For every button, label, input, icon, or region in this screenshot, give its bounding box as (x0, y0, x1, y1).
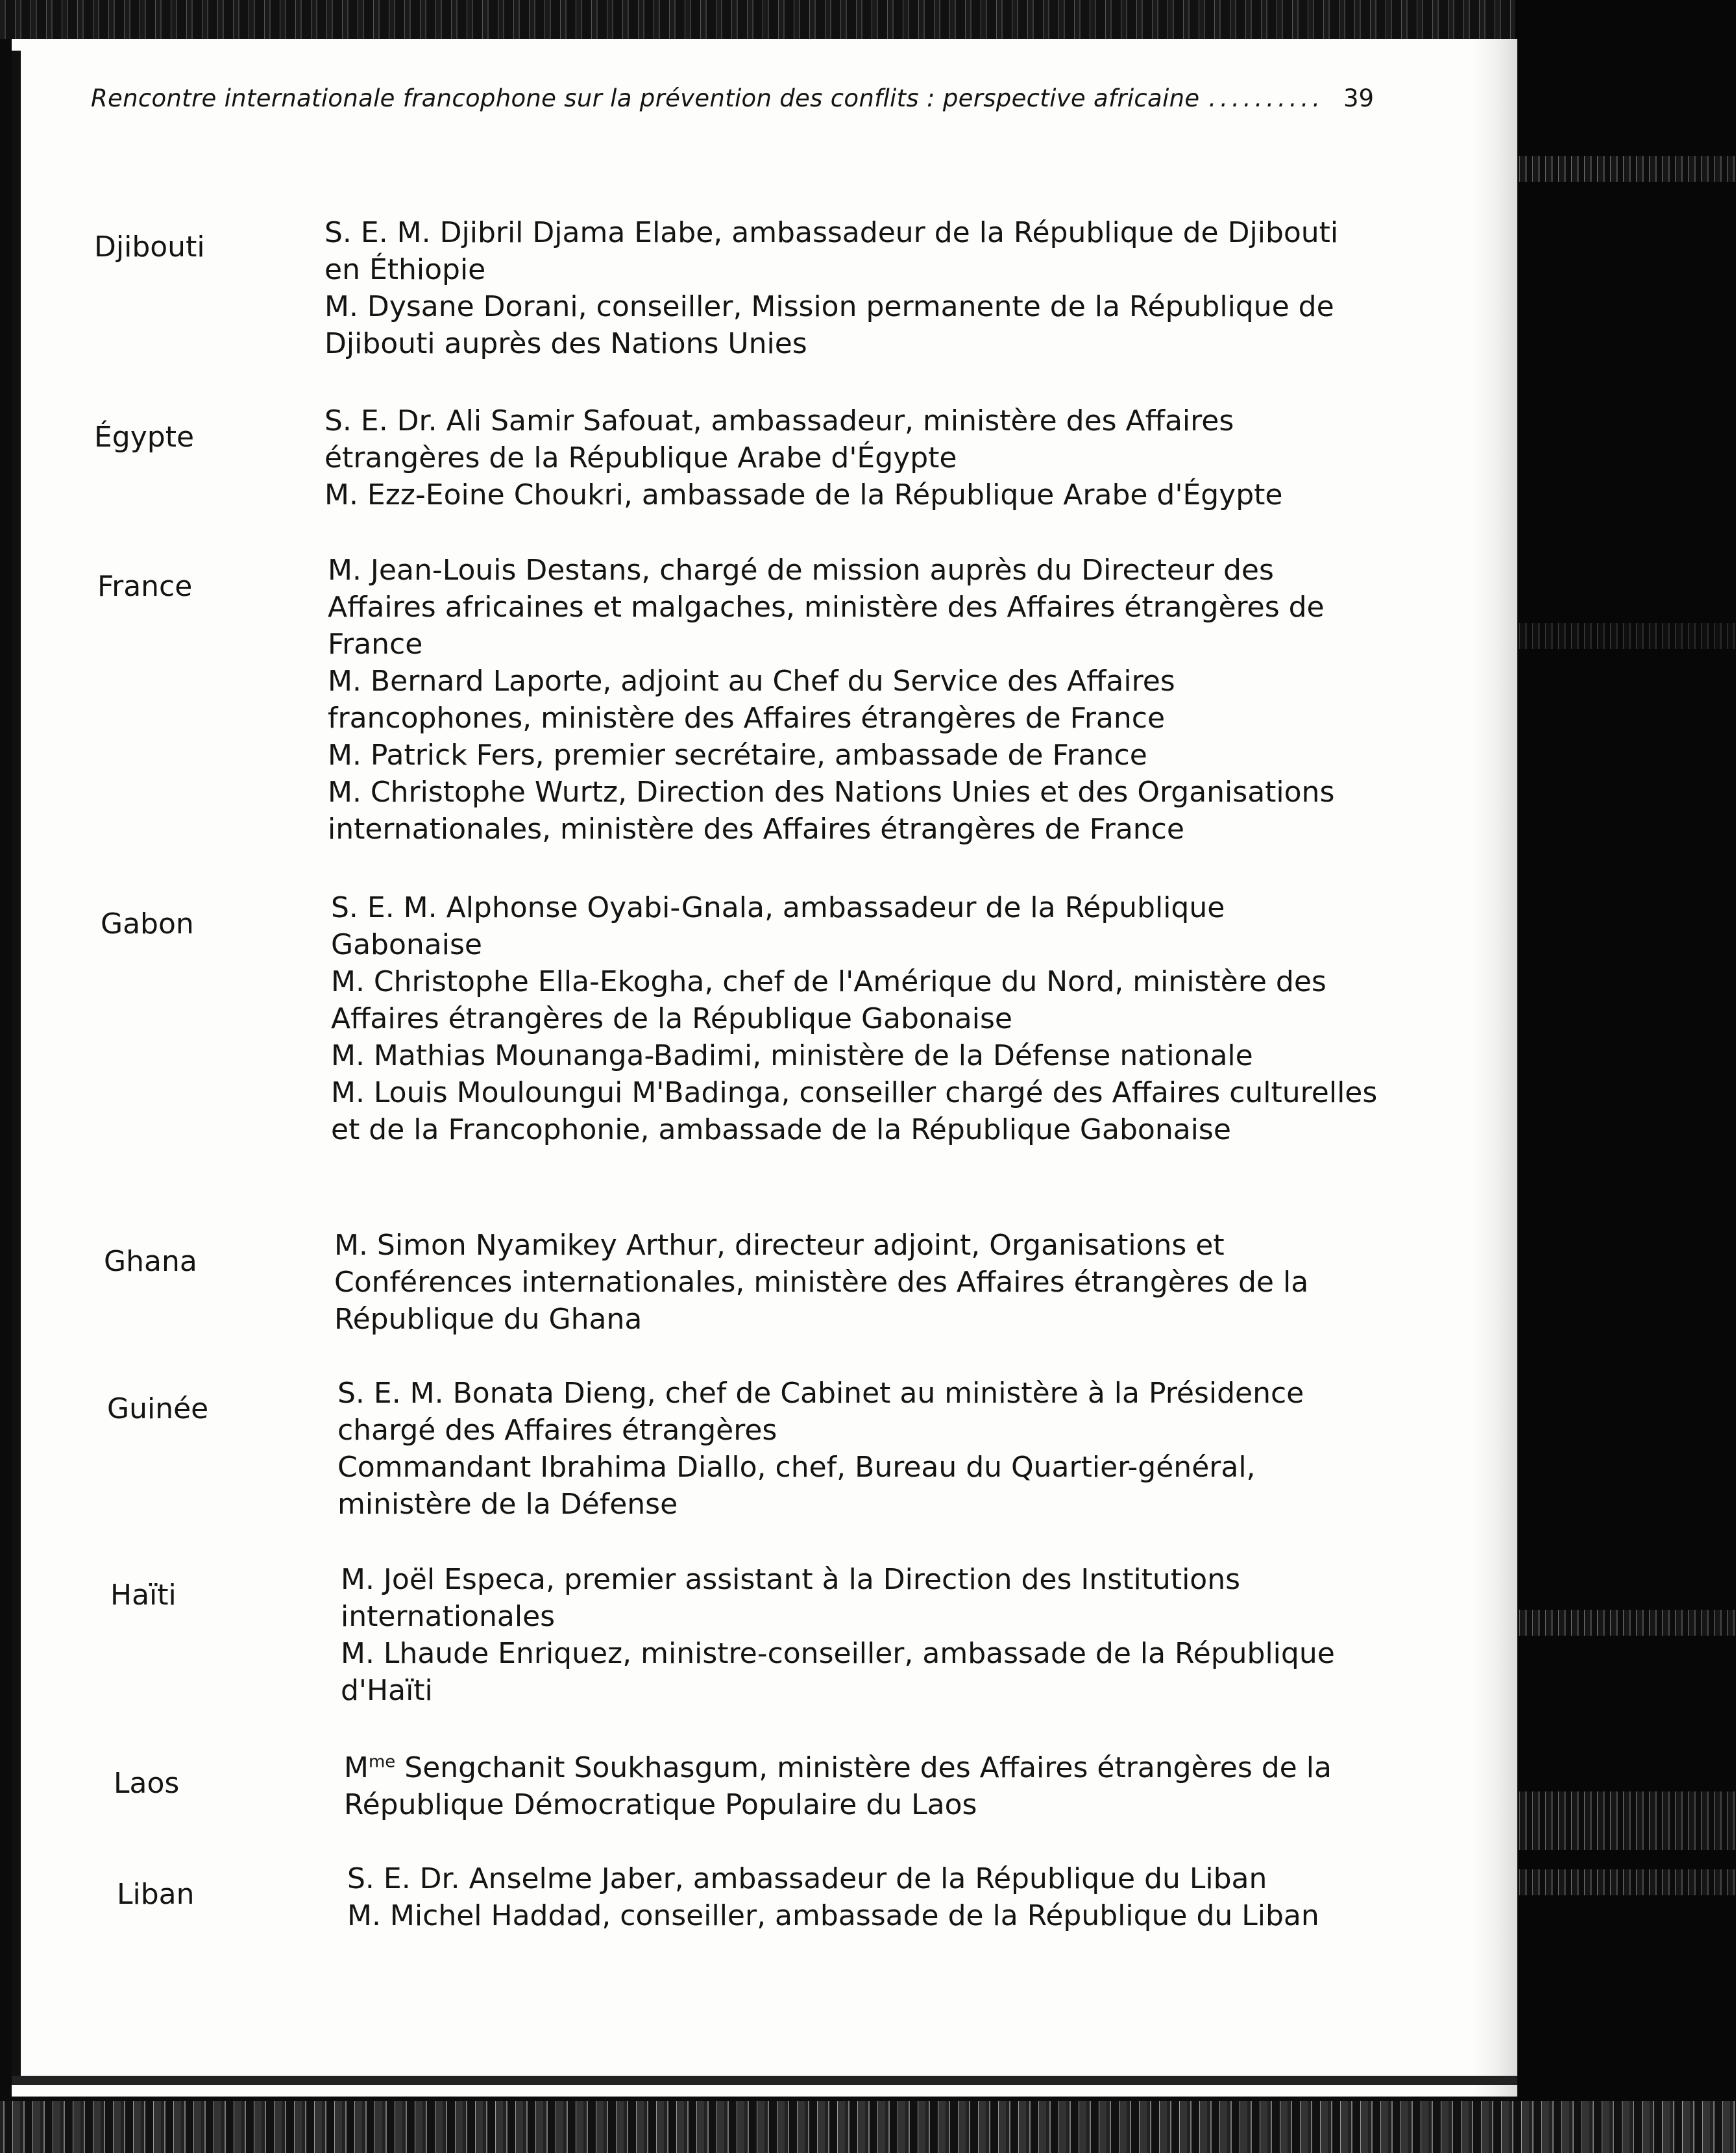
country-label: Ghana (104, 1245, 197, 1278)
delegate-entry: M. Joël Especa, premier assistant à la Direction des Institutions internationales (341, 1563, 1241, 1633)
delegate-entry: S. E. Dr. Ali Samir Safouat, ambassadeur, ministère des Affaires étrangères de la République Arabe d'Égypte (324, 404, 1234, 474)
delegate-entry: S. E. M. Alphonse Oyabi-Gnala, ambassadeur de la République Gabonaise (331, 891, 1225, 961)
leader-dots: .......... (1208, 84, 1325, 112)
page-edge-shadow (1473, 39, 1517, 2097)
country-label: France (97, 570, 193, 603)
delegate-list (324, 402, 1376, 513)
delegate-entry: M. Patrick Fers, premier secrétaire, ambassade de France (328, 739, 1147, 772)
delegate-entry: M. Jean-Louis Destans, chargé de mission auprès du Directeur des Affaires africaines et malgaches, ministère des Affaires étrangères de France (328, 554, 1325, 661)
country-label: Haïti (110, 1579, 177, 1612)
country-label: Djibouti (94, 230, 205, 264)
page-binding-edge (12, 51, 21, 2076)
delegate-entry (344, 1749, 1395, 1823)
delegate-list (334, 1227, 1386, 1338)
scan-artifact (1512, 1610, 1736, 1636)
country-label: Gabon (101, 907, 194, 941)
delegate-entry: M. Dysane Dorani, conseiller, Mission permanente de la République de Djibouti auprès des Nations Unies (324, 290, 1334, 360)
delegate-list (328, 552, 1379, 848)
country-label: Laos (114, 1767, 180, 1800)
delegate-list (344, 1749, 1395, 1823)
delegate-entry: M. Ezz-Eoine Choukri, ambassade de la République Arabe d'Égypte (324, 478, 1283, 511)
delegate-entry: M. Louis Mouloungui M'Badinga, conseiller chargé des Affaires culturelles et de la Francophonie, ambassade de la République Gabonaise (331, 1076, 1378, 1146)
scan-artifact (1512, 1791, 1736, 1850)
delegate-list (331, 889, 1382, 1148)
delegate-entry-text: Sengchanit Soukhasgum, ministère des Affaires étrangères de la République Démocratique Populaire du Laos (344, 1751, 1332, 1821)
delegate-entry: S. E. M. Bonata Dieng, chef de Cabinet au ministère à la Présidence chargé des Affaires étrangères (337, 1377, 1304, 1447)
delegate-entry: M. Lhaude Enriquez, ministre-conseiller, ambassade de la République d'Haïti (341, 1637, 1335, 1707)
delegate-entry: M. Bernard Laporte, adjoint au Chef du Service des Affaires francophones, ministère des Affaires étrangères de France (328, 665, 1175, 735)
delegate-entry: Commandant Ibrahima Diallo, chef, Bureau du Quartier-général, ministère de la Défense (337, 1451, 1256, 1521)
page-bottom-edge (12, 2076, 1517, 2085)
scan-background-bottom (0, 2101, 1736, 2153)
delegate-list (324, 214, 1376, 362)
delegate-list (347, 1860, 1399, 1934)
delegate-entry: M. Christophe Ella-Ekogha, chef de l'Amérique du Nord, ministère des Affaires étrangères de la République Gabonaise (331, 965, 1326, 1035)
country-label: Égypte (94, 421, 195, 454)
delegate-entry: M. Simon Nyamikey Arthur, directeur adjoint, Organisations et Conférences internationales, ministère des Affaires étrangères de la République du Ghana (334, 1229, 1309, 1336)
delegate-list (337, 1375, 1389, 1523)
scan-artifact (1512, 623, 1736, 649)
delegate-list (341, 1561, 1392, 1709)
running-header (91, 84, 1389, 112)
delegate-entry: M. Michel Haddad, conseiller, ambassade de la République du Liban (347, 1899, 1319, 1932)
scan-background-top (0, 0, 1736, 39)
country-label: Guinée (107, 1392, 209, 1425)
country-label: Liban (117, 1878, 195, 1911)
scan-artifact (1512, 1869, 1736, 1895)
delegate-entry: S. E. M. Djibril Djama Elabe, ambassadeur de la République de Djibouti en Éthiopie (324, 216, 1339, 286)
delegate-entry: M. Mathias Mounanga-Badimi, ministère de la Défense nationale (331, 1039, 1253, 1072)
page-number: 39 (1343, 84, 1375, 112)
running-title: Rencontre internationale francophone sur la prévention des conflits : perspective africaine (91, 84, 1200, 112)
title-prefix: M (344, 1751, 369, 1784)
title-superscript: me (368, 1752, 396, 1772)
delegate-entry: S. E. Dr. Anselme Jaber, ambassadeur de la République du Liban (347, 1862, 1267, 1895)
scan-artifact (1512, 156, 1736, 182)
delegate-entry: M. Christophe Wurtz, Direction des Nations Unies et des Organisations internationales, ministère des Affaires étrangères de France (328, 776, 1335, 846)
